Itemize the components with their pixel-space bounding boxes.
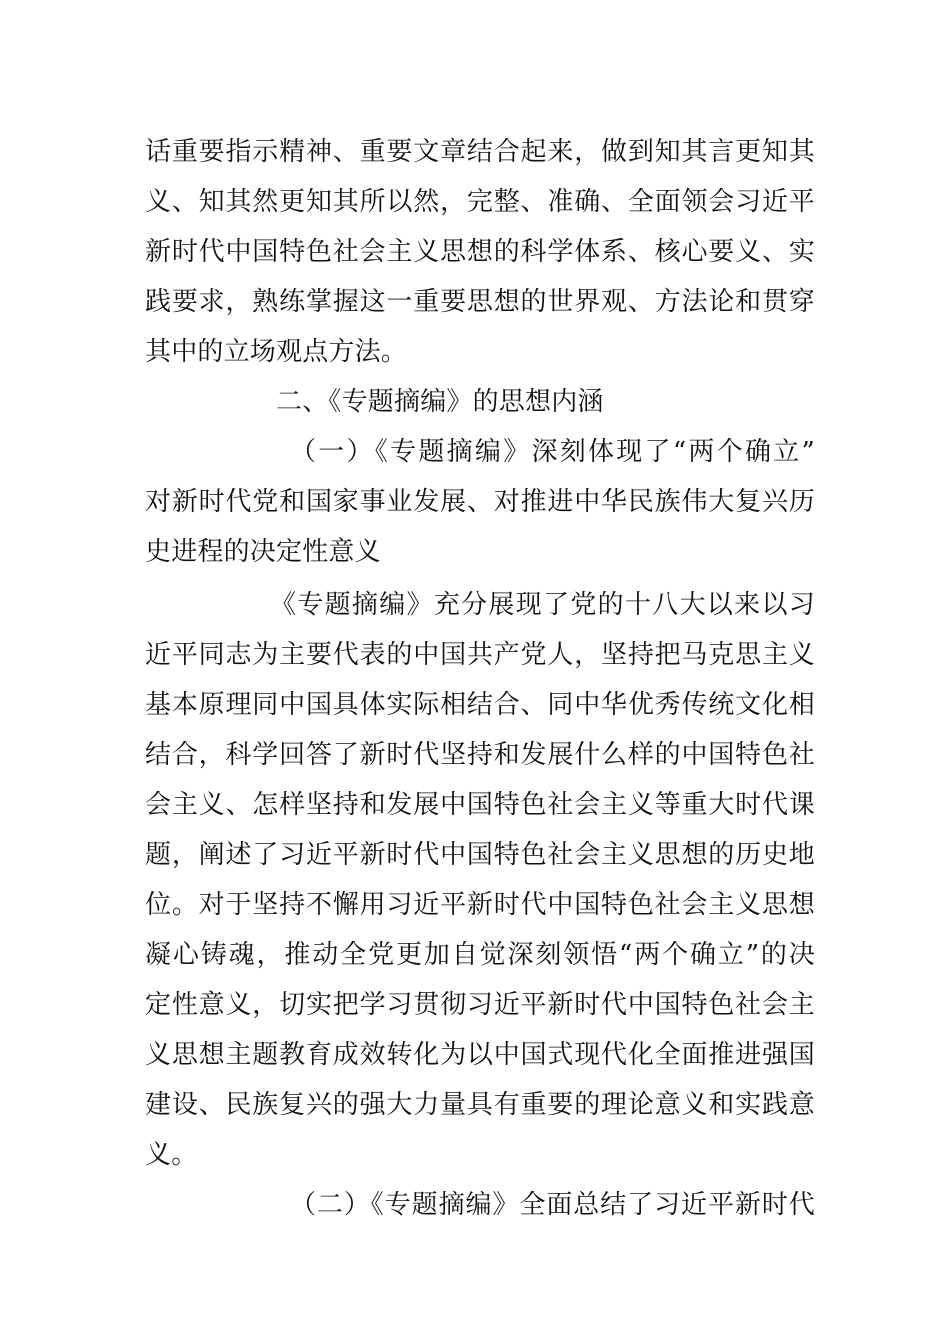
paragraph-2-line-9: 定性意义，切实把学习贯彻习近平新时代中国特色社会主 — [145, 990, 815, 1020]
paragraph-2-line-7: 位。对于坚持不懈用习近平新时代中国特色社会主义思想 — [145, 890, 815, 920]
paragraph-2-line-11: 建设、民族复兴的强大力量具有重要的理论意义和实践意 — [145, 1090, 815, 1120]
paragraph-1-line-4: 践要求，熟练掌握这一重要思想的世界观、方法论和贯穿 — [145, 287, 815, 317]
paragraph-2-line-5: 会主义、怎样坚持和发展中国特色社会主义等重大时代课 — [145, 790, 815, 820]
subsection-1-line-2: 对新时代党和国家事业发展、对推进中华民族伟大复兴历 — [145, 487, 815, 517]
section-2-heading: 二、《专题摘编》的思想内涵 — [276, 387, 604, 417]
paragraph-1-line-2: 义、知其然更知其所以然，完整、准确、全面领会习近平 — [145, 187, 815, 217]
paragraph-2-line-3: 基本原理同中国具体实际相结合、同中华优秀传统文化相 — [145, 690, 815, 720]
paragraph-2-line-1: 《专题摘编》充分展现了党的十八大以来以习 — [270, 590, 815, 620]
paragraph-2-line-12: 义。 — [145, 1140, 198, 1170]
paragraph-2-line-8: 凝心铸魂，推动全党更加自觉深刻领悟“两个确立”的决 — [145, 940, 815, 970]
paragraph-1-line-3: 新时代中国特色社会主义思想的科学体系、核心要义、实 — [145, 237, 815, 267]
paragraph-1-line-1: 话重要指示精神、重要文章结合起来，做到知其言更知其 — [145, 137, 815, 167]
subsection-1-line-3: 史进程的决定性意义 — [145, 537, 381, 567]
paragraph-2-line-6: 题，阐述了习近平新时代中国特色社会主义思想的历史地 — [145, 840, 815, 870]
paragraph-2-line-2: 近平同志为主要代表的中国共产党人，坚持把马克思主义 — [145, 640, 815, 670]
paragraph-1-line-5: 其中的立场观点方法。 — [145, 337, 408, 367]
paragraph-2-line-4: 结合，科学回答了新时代坚持和发展什么样的中国特色社 — [145, 740, 815, 770]
subsection-2-line-1: （二）《专题摘编》全面总结了习近平新时代 — [290, 1190, 815, 1220]
subsection-1-line-1: （一）《专题摘编》深刻体现了“两个确立” — [290, 437, 815, 467]
paragraph-2-line-10: 义思想主题教育成效转化为以中国式现代化全面推进强国 — [145, 1040, 815, 1070]
